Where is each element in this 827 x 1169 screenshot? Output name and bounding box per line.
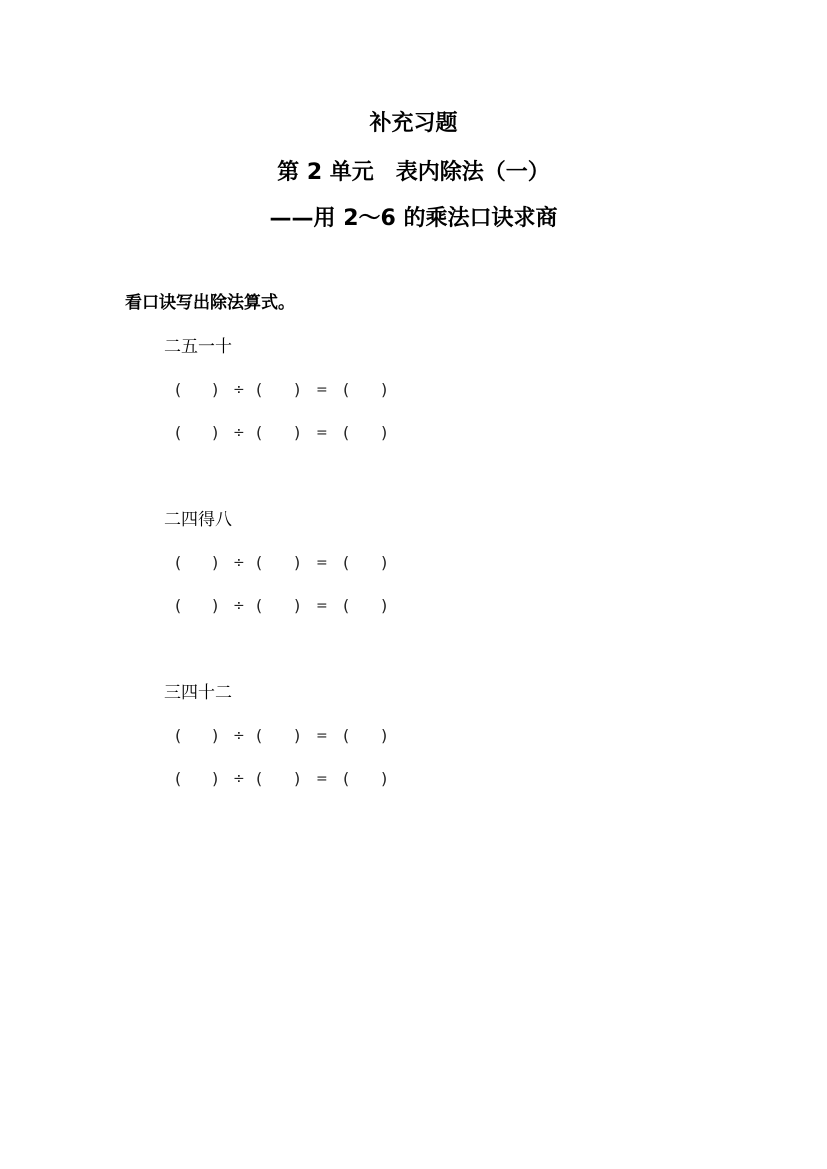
blank-close-paren: ) [381,596,388,615]
equals-sign: = [316,382,328,398]
blank-close-paren: ) [294,596,301,615]
blank-open-paren[interactable]: ( [175,596,182,615]
divide-sign: ÷ [233,598,245,614]
equals-sign: = [316,425,328,441]
blank-open-paren[interactable]: ( [175,726,182,745]
blank-close-paren: ) [381,769,388,788]
blank-open-paren[interactable]: ( [175,769,182,788]
division-equation-row [0,767,827,791]
blank-close-paren: ) [381,726,388,745]
blank-open-paren[interactable]: ( [343,380,350,399]
unit-title: 第 2 单元 表内除法（一） [277,160,550,185]
blank-open-paren[interactable]: ( [256,553,263,572]
divide-sign: ÷ [233,382,245,398]
blank-open-paren[interactable]: ( [256,596,263,615]
blank-close-paren: ) [381,423,388,442]
divide-sign: ÷ [233,555,245,571]
multiplication-mnemonic: 二四得八 [164,510,232,530]
blank-close-paren: ) [294,380,301,399]
blank-open-paren[interactable]: ( [256,380,263,399]
equals-sign: = [316,728,328,744]
blank-close-paren: ) [294,769,301,788]
blank-open-paren[interactable]: ( [343,769,350,788]
divide-sign: ÷ [233,728,245,744]
division-equation-row [0,594,827,618]
blank-close-paren: ) [212,726,219,745]
blank-open-paren[interactable]: ( [343,726,350,745]
divide-sign: ÷ [233,771,245,787]
lesson-subtitle: ——用 2～6 的乘法口诀求商 [269,206,558,231]
division-equation-row [0,551,827,575]
blank-close-paren: ) [294,726,301,745]
division-equation-row [0,421,827,445]
equals-sign: = [316,555,328,571]
exercise-instruction: 看口诀写出除法算式。 [125,293,295,313]
blank-close-paren: ) [212,423,219,442]
blank-open-paren[interactable]: ( [175,423,182,442]
blank-close-paren: ) [381,553,388,572]
blank-close-paren: ) [212,769,219,788]
blank-open-paren[interactable]: ( [256,726,263,745]
divide-sign: ÷ [233,425,245,441]
blank-close-paren: ) [294,553,301,572]
blank-open-paren[interactable]: ( [343,423,350,442]
blank-open-paren[interactable]: ( [256,423,263,442]
blank-close-paren: ) [212,553,219,572]
division-equation-row [0,724,827,748]
blank-close-paren: ) [212,596,219,615]
blank-open-paren[interactable]: ( [256,769,263,788]
blank-open-paren[interactable]: ( [175,380,182,399]
blank-close-paren: ) [294,423,301,442]
blank-close-paren: ) [212,380,219,399]
division-equation-row [0,378,827,402]
blank-open-paren[interactable]: ( [343,553,350,572]
blank-open-paren[interactable]: ( [175,553,182,572]
blank-close-paren: ) [381,380,388,399]
multiplication-mnemonic: 三四十二 [164,683,232,703]
multiplication-mnemonic: 二五一十 [164,337,232,357]
blank-open-paren[interactable]: ( [343,596,350,615]
page-title: 补充习题 [369,111,458,136]
equals-sign: = [316,771,328,787]
equals-sign: = [316,598,328,614]
